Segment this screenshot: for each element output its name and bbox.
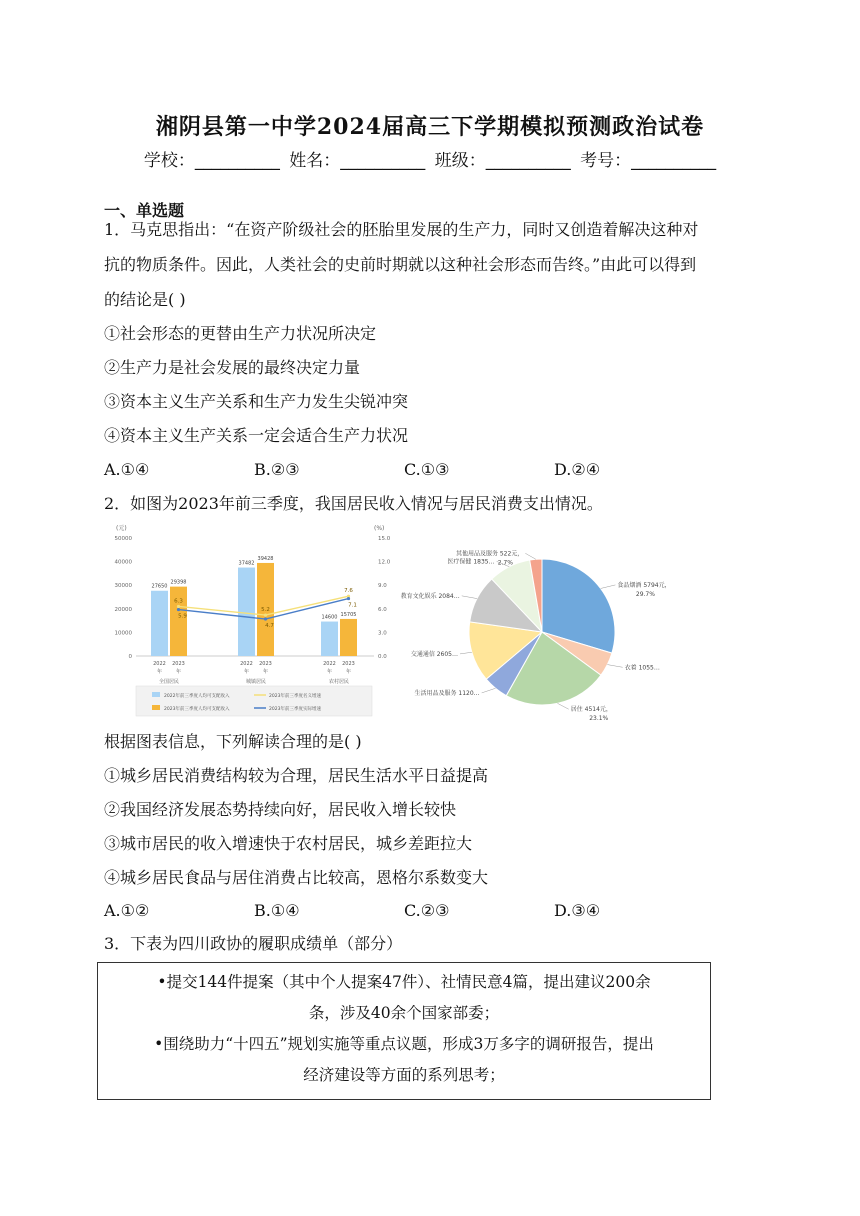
x-year-label: 2022 (153, 661, 166, 667)
x-group-label: 城镇居民 (245, 679, 267, 685)
section-title: 一、单选题 (104, 201, 185, 220)
q2-item-1: ①城乡居民消费结构较为合理，居民生活水平日益提高 (104, 766, 489, 785)
legend-swatch-2022 (152, 692, 160, 697)
y-right-label: (%) (374, 525, 385, 532)
bar (170, 587, 187, 656)
pie-slice-label: 居住 4514元， (570, 706, 612, 714)
q2-item-3: ③城市居民的收入增速快于农村居民，城乡差距拉大 (104, 834, 473, 853)
x-year-label: 2023 (172, 661, 185, 667)
bar-value-label: 15705 (340, 611, 357, 618)
x-year-label: 2022 (323, 661, 336, 667)
y2-tick-label: 3.0 (378, 630, 387, 637)
pie-leader-line (557, 703, 568, 709)
pie-slice-label: 生活用品及服务 1120… (414, 689, 480, 697)
name-field: 姓名：__________ (289, 151, 426, 171)
bar (238, 568, 255, 656)
pie-slice-label: 交通通信 2605… (410, 650, 458, 658)
y2-tick-label: 15.0 (378, 536, 391, 542)
income-chart (104, 520, 394, 720)
line-point (177, 608, 180, 611)
line-point (264, 617, 267, 620)
q3-box-line-1: •提交144件提案（其中个人提案47件）、社情民意4篇，提出建议200余 (157, 973, 651, 991)
x-year-suffix: 年 (262, 669, 269, 675)
y-tick-label: 40000 (114, 559, 132, 566)
exam-number-field: 考号：__________ (580, 151, 717, 171)
q2-question: 根据图表信息，下列解读合理的是( ) (104, 732, 362, 751)
bar-value-label: 29398 (170, 579, 187, 586)
line-value-label: 4.7 (265, 623, 274, 630)
page-title: 湘阴县第一中学2024届高三下学期模拟预测政治试卷 (155, 114, 705, 140)
x-year-suffix: 年 (175, 669, 182, 675)
y2-tick-label: 9.0 (378, 583, 387, 590)
bar-value-label: 14600 (321, 614, 338, 621)
bar (340, 619, 357, 656)
q1-item-1: ①社会形态的更替由生产力状况所决定 (104, 324, 377, 343)
y-tick-label: 30000 (114, 583, 132, 590)
pie-slice-label: 教育文化娱乐 2084… (400, 592, 460, 600)
bar (151, 591, 168, 656)
pie-slice-pct: 2.7% (497, 559, 513, 567)
pie-slice-label: 医疗保健 1835… (447, 558, 495, 566)
line-value-label: 6.3 (174, 598, 183, 605)
pie-slice-label: 衣着 1055… (624, 664, 660, 672)
q1-stem-line-3: 的结论是( ) (104, 290, 186, 309)
q1-item-2: ②生产力是社会发展的最终决定力量 (104, 358, 361, 377)
x-year-label: 2023 (259, 661, 272, 667)
legend-swatch-2023 (152, 705, 160, 710)
x-group-label: 农村居民 (328, 679, 350, 685)
pie-slice-label: 食品烟酒 5794元， (617, 581, 671, 589)
y2-tick-label: 12.0 (378, 559, 391, 566)
line-value-label: 5.2 (261, 607, 270, 614)
bar-value-label: 27650 (151, 583, 168, 590)
student-info-row (0, 146, 860, 171)
bar-value-label: 39428 (257, 555, 274, 562)
q2-stem: 2．如图为2023年前三季度，我国居民收入情况与居民消费支出情况。 (104, 494, 603, 513)
bar (321, 622, 338, 656)
y-tick-label: 10000 (114, 630, 132, 637)
line-value-label: 7.1 (348, 602, 357, 609)
pie-leader-line (462, 596, 477, 599)
q3-table-box (97, 962, 711, 1100)
line-point (177, 605, 180, 608)
y-tick-label: 20000 (114, 606, 132, 613)
q2-option-d[interactable]: D.③④ (554, 901, 601, 920)
x-year-suffix: 年 (243, 669, 250, 675)
pie-slice-pct: 23.1% (589, 715, 609, 723)
x-year-label: 2023 (342, 661, 355, 667)
q1-option-a[interactable]: A.①④ (104, 460, 150, 479)
pie-leader-line (460, 652, 472, 654)
pie-slice-label: 其他用品及服务 522元， (455, 550, 524, 558)
y-tick-label: 0 (128, 654, 132, 660)
q3-stem: 3．下表为四川政协的履职成绩单（部分） (104, 934, 403, 953)
q3-box-line-3: •围绕助力“十四五”规划实施等重点议题，形成3万多字的调研报告，提出 (154, 1035, 654, 1053)
q2-option-c[interactable]: C.②③ (404, 901, 450, 920)
q2-option-a[interactable]: A.①② (104, 901, 150, 920)
q3-box-line-2: 条，涉及40余个国家部委； (308, 1004, 500, 1022)
q1-stem-line-1: 1．马克思指出：“在资产阶级社会的胚胎里发展的生产力，同时又创造着解决这种对 (104, 220, 699, 239)
school-field: 学校：__________ (143, 151, 280, 171)
pie-leader-line (525, 553, 536, 559)
x-year-suffix: 年 (156, 669, 163, 675)
y-left-label: (元) (116, 525, 127, 532)
q1-option-b[interactable]: B.②③ (254, 460, 300, 479)
bar-marks (151, 556, 357, 656)
pie-slices (469, 559, 615, 705)
q1-item-3: ③资本主义生产关系和生产力发生尖锐冲突 (104, 392, 409, 411)
pie-leader-line (482, 688, 496, 693)
x-axis-labels (153, 661, 355, 685)
pie-leader-line (601, 585, 616, 589)
line-point (347, 597, 350, 600)
q2-item-4: ④城乡居民食品与居住消费占比较高，恩格尔系数变大 (104, 868, 489, 887)
q2-item-2: ②我国经济发展态势持续向好，居民收入增长较快 (104, 800, 457, 819)
y-tick-label: 50000 (114, 536, 132, 542)
x-year-suffix: 年 (326, 669, 333, 675)
q3-box-line-4: 经济建设等方面的系列思考； (303, 1066, 505, 1084)
legend-label-nominal: 2023年前三季度名义增速 (269, 694, 321, 699)
q1-stem-line-2: 抗的物质条件。因此，人类社会的史前时期就以这种社会形态而告终。”由此可以得到 (104, 255, 697, 274)
class-field: 班级：__________ (434, 151, 571, 171)
bar-value-label: 37482 (238, 560, 255, 567)
q2-options (104, 901, 724, 923)
q1-options (104, 460, 724, 482)
legend-label-2022: 2022年前三季度人均可支配收入 (164, 694, 230, 699)
y2-tick-label: 0.0 (378, 654, 387, 660)
consumption-pie-chart (400, 528, 690, 723)
line-value-label: 7.6 (344, 588, 353, 595)
x-group-label: 全国居民 (158, 679, 180, 685)
pie-leader-line (607, 665, 622, 668)
x-year-label: 2022 (240, 661, 253, 667)
y2-tick-label: 6.0 (378, 606, 387, 613)
line-value-label: 5.9 (178, 613, 187, 620)
legend-label-2023: 2023年前三季度人均可支配收入 (164, 707, 230, 712)
pie-slice-pct: 29.7% (635, 590, 655, 598)
q1-item-4: ④资本主义生产关系一定会适合生产力状况 (104, 426, 409, 445)
chart-legend (136, 686, 372, 716)
line-point (264, 613, 267, 616)
q1-option-c[interactable]: C.①③ (404, 460, 450, 479)
q1-option-d[interactable]: D.②④ (554, 460, 601, 479)
x-year-suffix: 年 (345, 669, 352, 675)
legend-label-real: 2023年前三季度实际增速 (269, 707, 321, 712)
q2-option-b[interactable]: B.①④ (254, 901, 300, 920)
